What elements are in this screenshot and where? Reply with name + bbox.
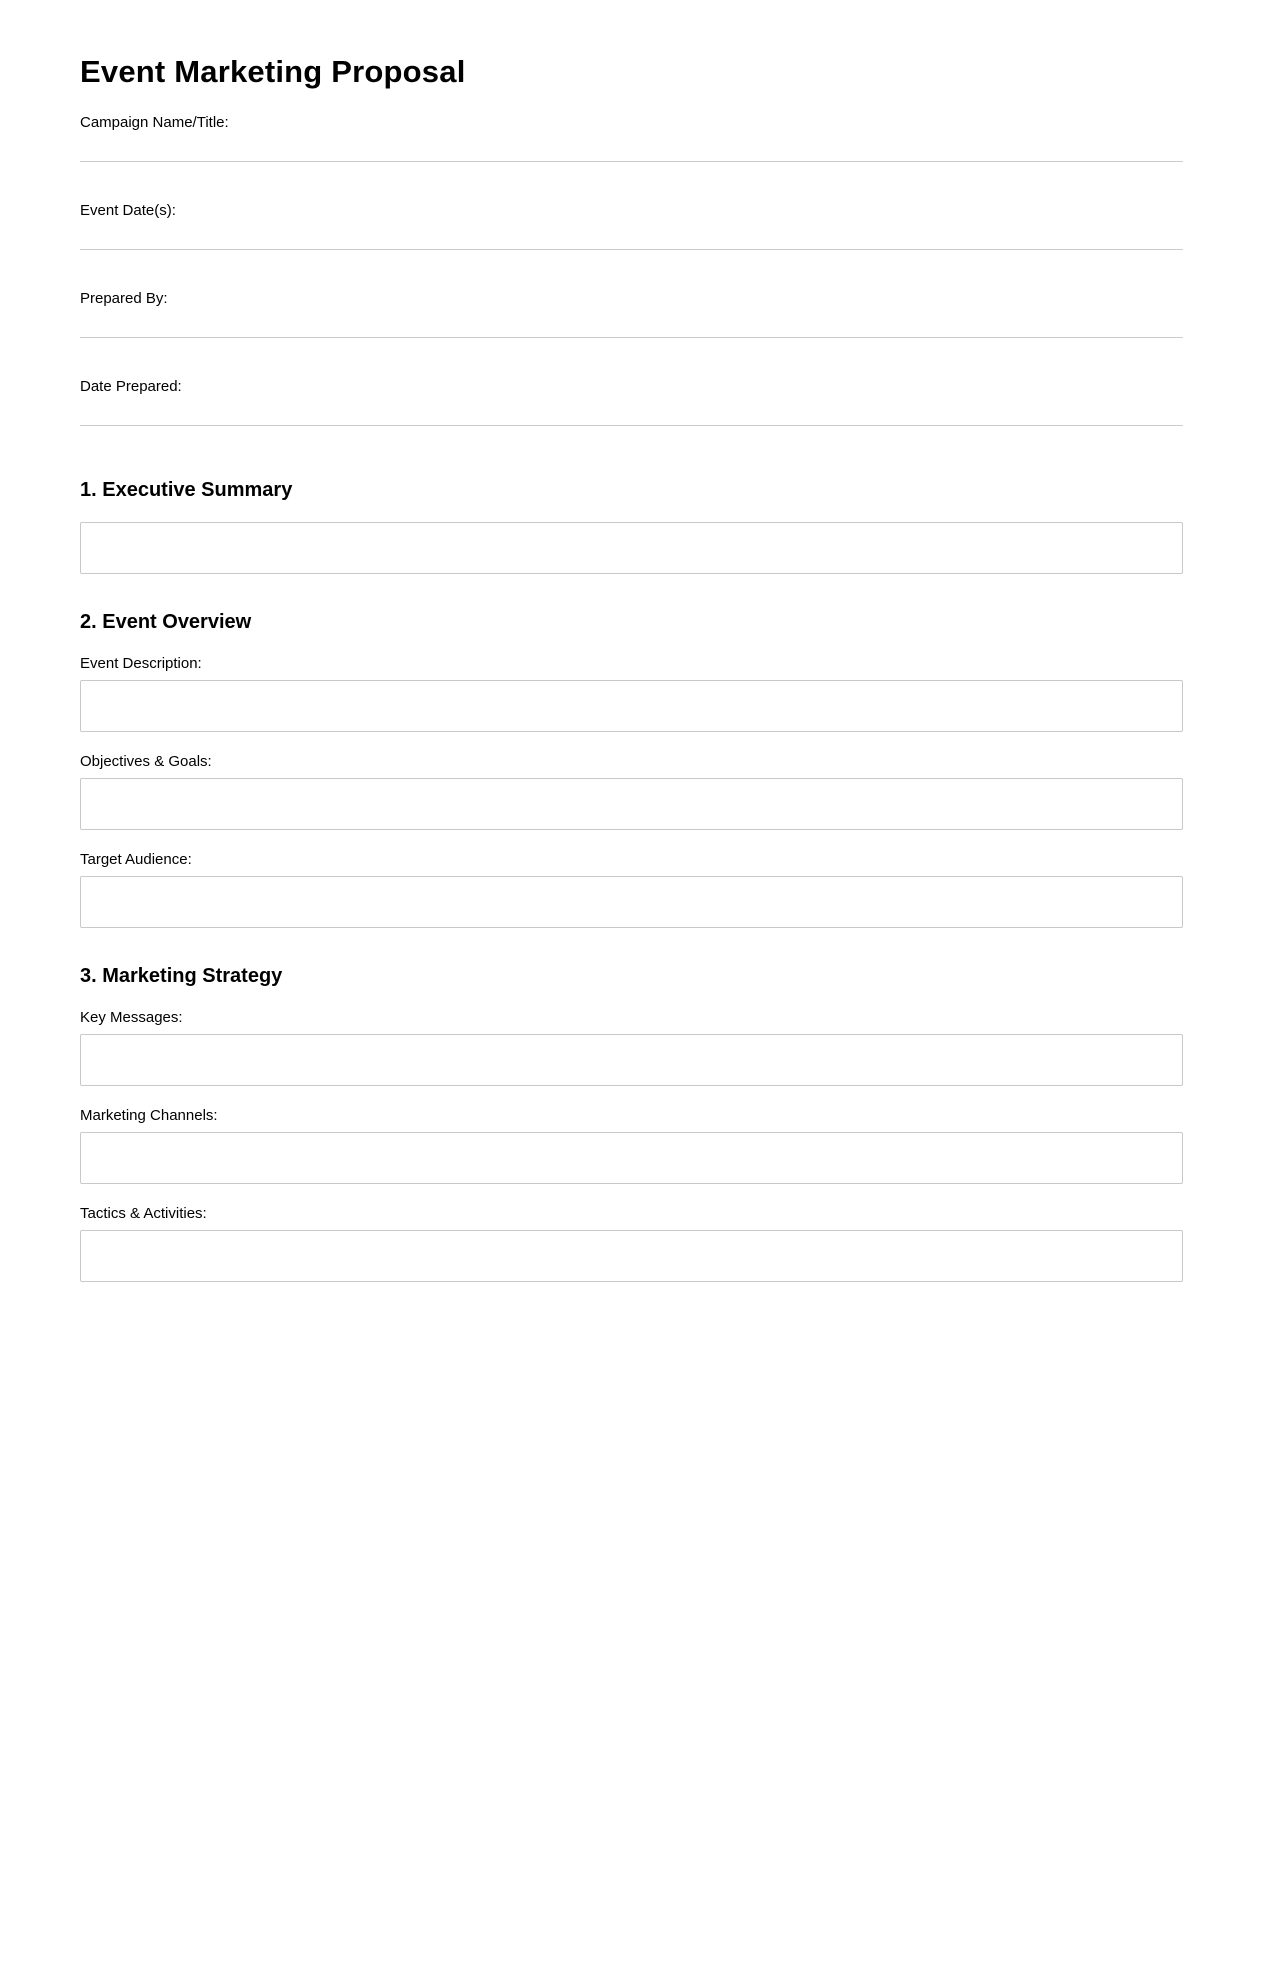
key-messages-label: Key Messages: <box>80 1009 183 1026</box>
event-dates-label: Event Date(s): <box>80 202 176 219</box>
tactics-activities-label: Tactics & Activities: <box>80 1205 207 1222</box>
field-event-description <box>80 655 1183 732</box>
section-marketing-strategy <box>80 964 1183 1282</box>
marketing-channels-label: Marketing Channels: <box>80 1107 218 1124</box>
field-target-audience <box>80 851 1183 928</box>
field-prepared-by <box>80 290 1183 338</box>
document-page <box>80 54 1183 1282</box>
field-campaign-name <box>80 114 1183 162</box>
event-description-textarea[interactable] <box>80 680 1183 732</box>
field-date-prepared <box>80 378 1183 426</box>
field-event-dates <box>80 202 1183 250</box>
executive-summary-field <box>80 522 1183 574</box>
date-prepared-input[interactable] <box>80 396 1183 426</box>
executive-summary-heading: 1. Executive Summary <box>80 479 293 501</box>
field-key-messages <box>80 1009 1183 1086</box>
event-description-label: Event Description: <box>80 655 202 672</box>
section-executive-summary <box>80 478 1183 574</box>
marketing-strategy-heading: 3. Marketing Strategy <box>80 965 283 987</box>
executive-summary-textarea[interactable] <box>80 522 1183 574</box>
campaign-name-label: Campaign Name/Title: <box>80 114 229 131</box>
key-messages-textarea[interactable] <box>80 1034 1183 1086</box>
prepared-by-label: Prepared By: <box>80 290 168 307</box>
field-objectives-goals <box>80 753 1183 830</box>
campaign-name-input[interactable] <box>80 132 1183 162</box>
field-marketing-channels <box>80 1107 1183 1184</box>
page-title: Event Marketing Proposal <box>80 54 466 89</box>
prepared-by-input[interactable] <box>80 308 1183 338</box>
event-dates-input[interactable] <box>80 220 1183 250</box>
field-tactics-activities <box>80 1205 1183 1282</box>
objectives-goals-textarea[interactable] <box>80 778 1183 830</box>
event-overview-heading: 2. Event Overview <box>80 611 252 633</box>
section-event-overview <box>80 610 1183 928</box>
date-prepared-label: Date Prepared: <box>80 378 182 395</box>
marketing-channels-textarea[interactable] <box>80 1132 1183 1184</box>
objectives-goals-label: Objectives & Goals: <box>80 753 212 770</box>
target-audience-textarea[interactable] <box>80 876 1183 928</box>
tactics-activities-textarea[interactable] <box>80 1230 1183 1282</box>
target-audience-label: Target Audience: <box>80 851 192 868</box>
